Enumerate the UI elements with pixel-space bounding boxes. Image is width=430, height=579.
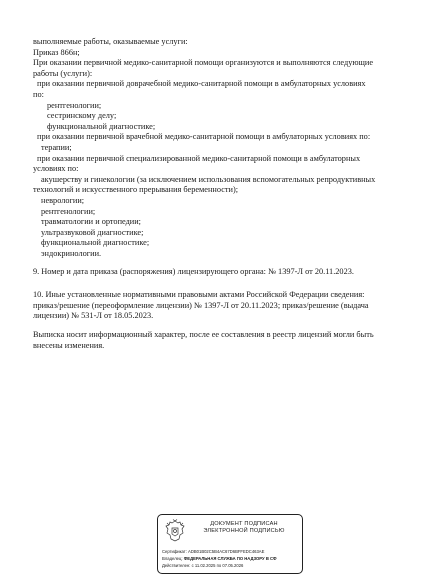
- owner-label: Владелец:: [162, 556, 183, 561]
- text-line: технологий и искусственного прерывания беременности);: [33, 185, 239, 195]
- section-9: [33, 267, 413, 278]
- disclaimer-note: [33, 330, 413, 351]
- text-line: при оказании первичной врачебной медико-санитарной помощи в амбулаторных условиях по:: [37, 132, 371, 142]
- text-line: приказ/решение (переоформление лицензии) № 1397-Л от 20.11.2023; приказ/решение (выдача: [33, 300, 369, 310]
- service-item: функциональной диагностике;: [47, 121, 156, 131]
- text-line: при оказании первичной доврачебной медико-санитарной помощи в амбулаторных условиях: [37, 79, 366, 89]
- certificate-label: Сертификат:: [162, 549, 187, 554]
- certificate-row: [162, 548, 302, 555]
- service-item: ультразвуковой диагностике;: [41, 227, 144, 237]
- text-line: лицензии) № 531-Л от 18.05.2023.: [33, 311, 154, 321]
- certificate-value: ADB01B02C5B4AC67D6BFFEDC463AE: [188, 549, 265, 554]
- text-line: при оказании первичной специализированной медико-санитарной помощи в амбулаторных: [37, 153, 361, 163]
- text-line: 10. Иные установленные нормативными правовыми актами Российской Федерации сведения:: [33, 290, 365, 299]
- owner-row: [162, 555, 302, 562]
- service-item: травматологии и ортопедии;: [41, 217, 141, 227]
- electronic-signature-stamp: [157, 514, 303, 574]
- stamp-title-line: ЭЛЕКТРОННОЙ ПОДПИСЬЮ: [203, 527, 285, 534]
- validity-value: с 11.02.2025 по 07.05.2026: [191, 563, 244, 568]
- coat-of-arms-icon: [164, 518, 186, 544]
- service-item: неврологии;: [41, 195, 85, 205]
- text-line: Приказ 866н;: [33, 47, 80, 57]
- service-item: акушерству и гинекологии (за исключением использования вспомогательных репродуктивных: [41, 174, 376, 184]
- owner-value: ФЕДЕРАЛЬНАЯ СЛУЖБА ПО НАДЗОРУ В СФ: [183, 556, 277, 561]
- stamp-title: [188, 521, 300, 535]
- validity-row: [162, 562, 302, 569]
- text-line: условиях по:: [33, 164, 79, 174]
- text-line: работы (услуги):: [33, 68, 93, 78]
- stamp-title-line: ДОКУМЕНТ ПОДПИСАН: [210, 521, 278, 527]
- service-item: эндокринологии.: [41, 248, 102, 258]
- service-item: функциональной диагностике;: [41, 238, 150, 248]
- validity-label: Действителен:: [162, 563, 191, 568]
- service-item: рентгенологии;: [47, 100, 102, 110]
- service-item: терапии;: [41, 142, 72, 152]
- text-line: внесены изменения.: [33, 340, 105, 350]
- licensed-services-block: [33, 37, 413, 259]
- text-line: выполняемые работы, оказываемые услуги:: [33, 37, 188, 46]
- service-item: сестринскому делу;: [47, 111, 117, 121]
- text-line: по:: [33, 89, 44, 99]
- section-9-text: 9. Номер и дата приказа (распоряжения) лицензирующего органа: № 1397-Л от 20.11.2023.: [33, 267, 354, 276]
- text-line: При оказании первичной медико-санитарной помощи организуются и выполняются следующие: [33, 58, 374, 68]
- text-line: Выписка носит информационный характер, после ее составления в реестр лицензий могли быть: [33, 330, 374, 339]
- section-10: [33, 290, 413, 322]
- service-item: рентгенологии;: [41, 206, 96, 216]
- stamp-details: [162, 548, 302, 569]
